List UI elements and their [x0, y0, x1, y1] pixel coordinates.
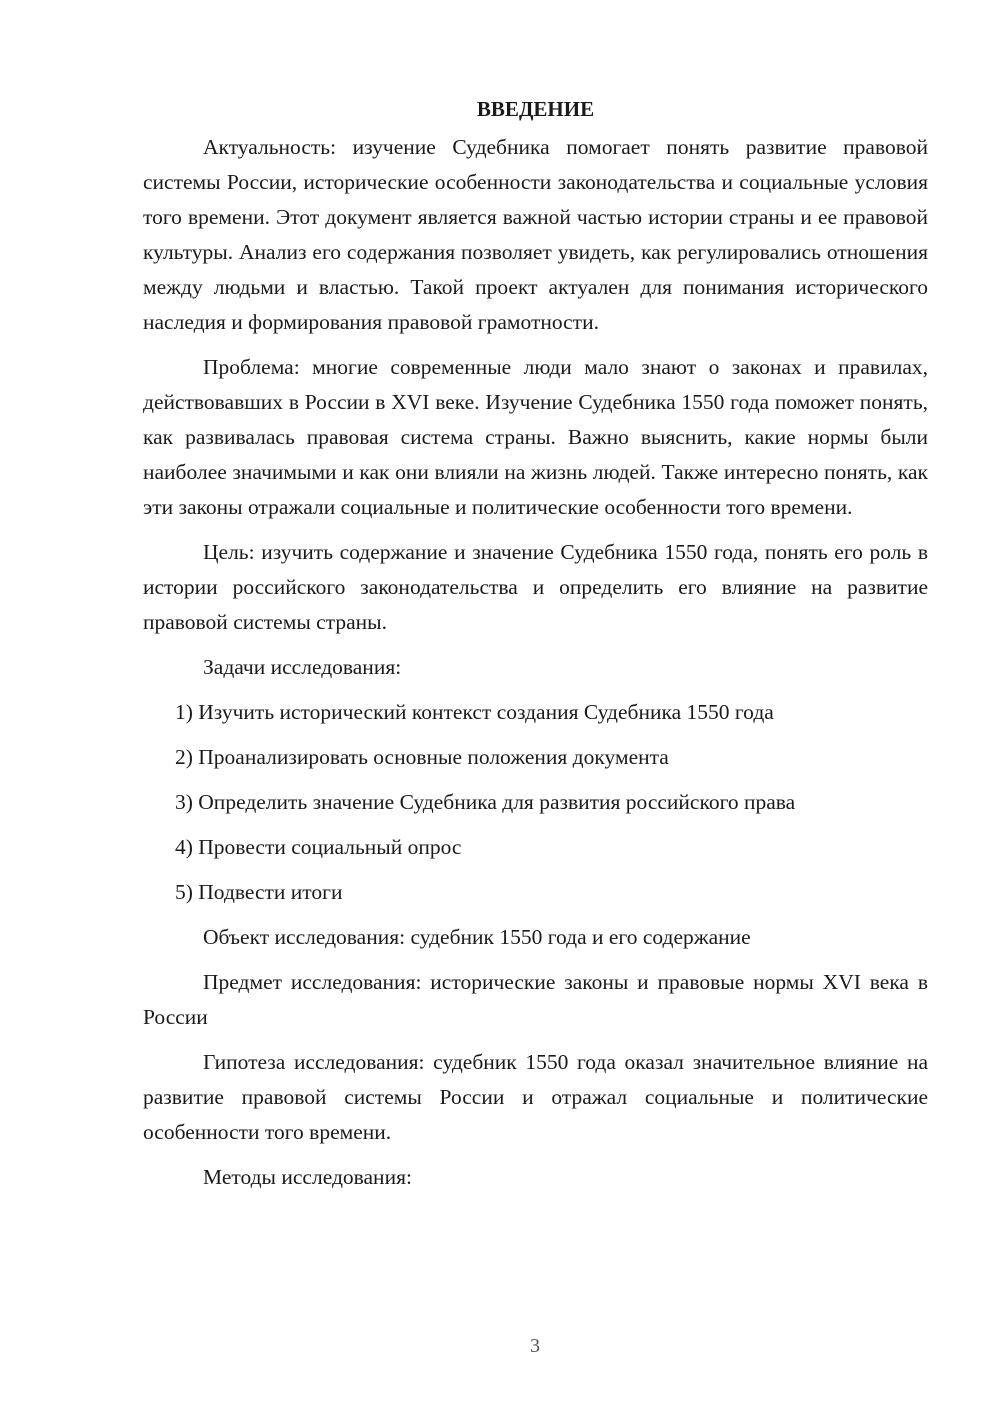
page-title: ВВЕДЕНИЕ [476, 97, 595, 121]
relevance-paragraph: Актуальность: изучение Судебника помогает понять развитие правовой системы России, исторические особенности законодательства и социальные условия того времени. Этот документ является важной частью истории страны и ее правовой культуры. Анализ его содержания позволяет увидеть, как регулировались отношения между людьми и властью. Такой проект актуален для понимания исторического наследия и формирования правовой грамотности. [143, 135, 928, 334]
subject-paragraph: Предмет исследования: исторические законы и правовые нормы XVI века в России [143, 970, 928, 1029]
task-item-4: 4) Провести социальный опрос [175, 835, 462, 859]
task-item-1: 1) Изучить исторический контекст создания Судебника 1550 года [175, 700, 774, 724]
object-line: Объект исследования: судебник 1550 года и его содержание [203, 925, 751, 949]
goal-paragraph: Цель: изучить содержание и значение Судебника 1550 года, понять его роль в истории российского законодательства и определить его влияние на развитие правовой системы страны. [143, 540, 928, 634]
hypothesis-paragraph: Гипотеза исследования: судебник 1550 года оказал значительное влияние на развитие правовой системы России и отражал социальные и политические особенности того времени. [143, 1050, 928, 1144]
problem-paragraph: Проблема: многие современные люди мало знают о законах и правилах, действовавших в России в XVI веке. Изучение Судебника 1550 года поможет понять, как развивалась правовая система страны. Важно выяснить, какие нормы были наиболее значимыми и как они влияли на жизнь людей. Также интересно понять, как эти законы отражали социальные и политические особенности того времени. [143, 355, 928, 519]
task-item-2: 2) Проанализировать основные положения документа [175, 745, 669, 769]
task-item-3: 3) Определить значение Судебника для развития российского права [175, 790, 796, 814]
tasks-label: Задачи исследования: [203, 655, 402, 679]
page-content [143, 92, 928, 1205]
tasks-list [143, 695, 928, 910]
task-item-5: 5) Подвести итоги [175, 880, 343, 904]
page-number: 3 [530, 1335, 540, 1357]
methods-label: Методы исследования: [203, 1165, 412, 1189]
